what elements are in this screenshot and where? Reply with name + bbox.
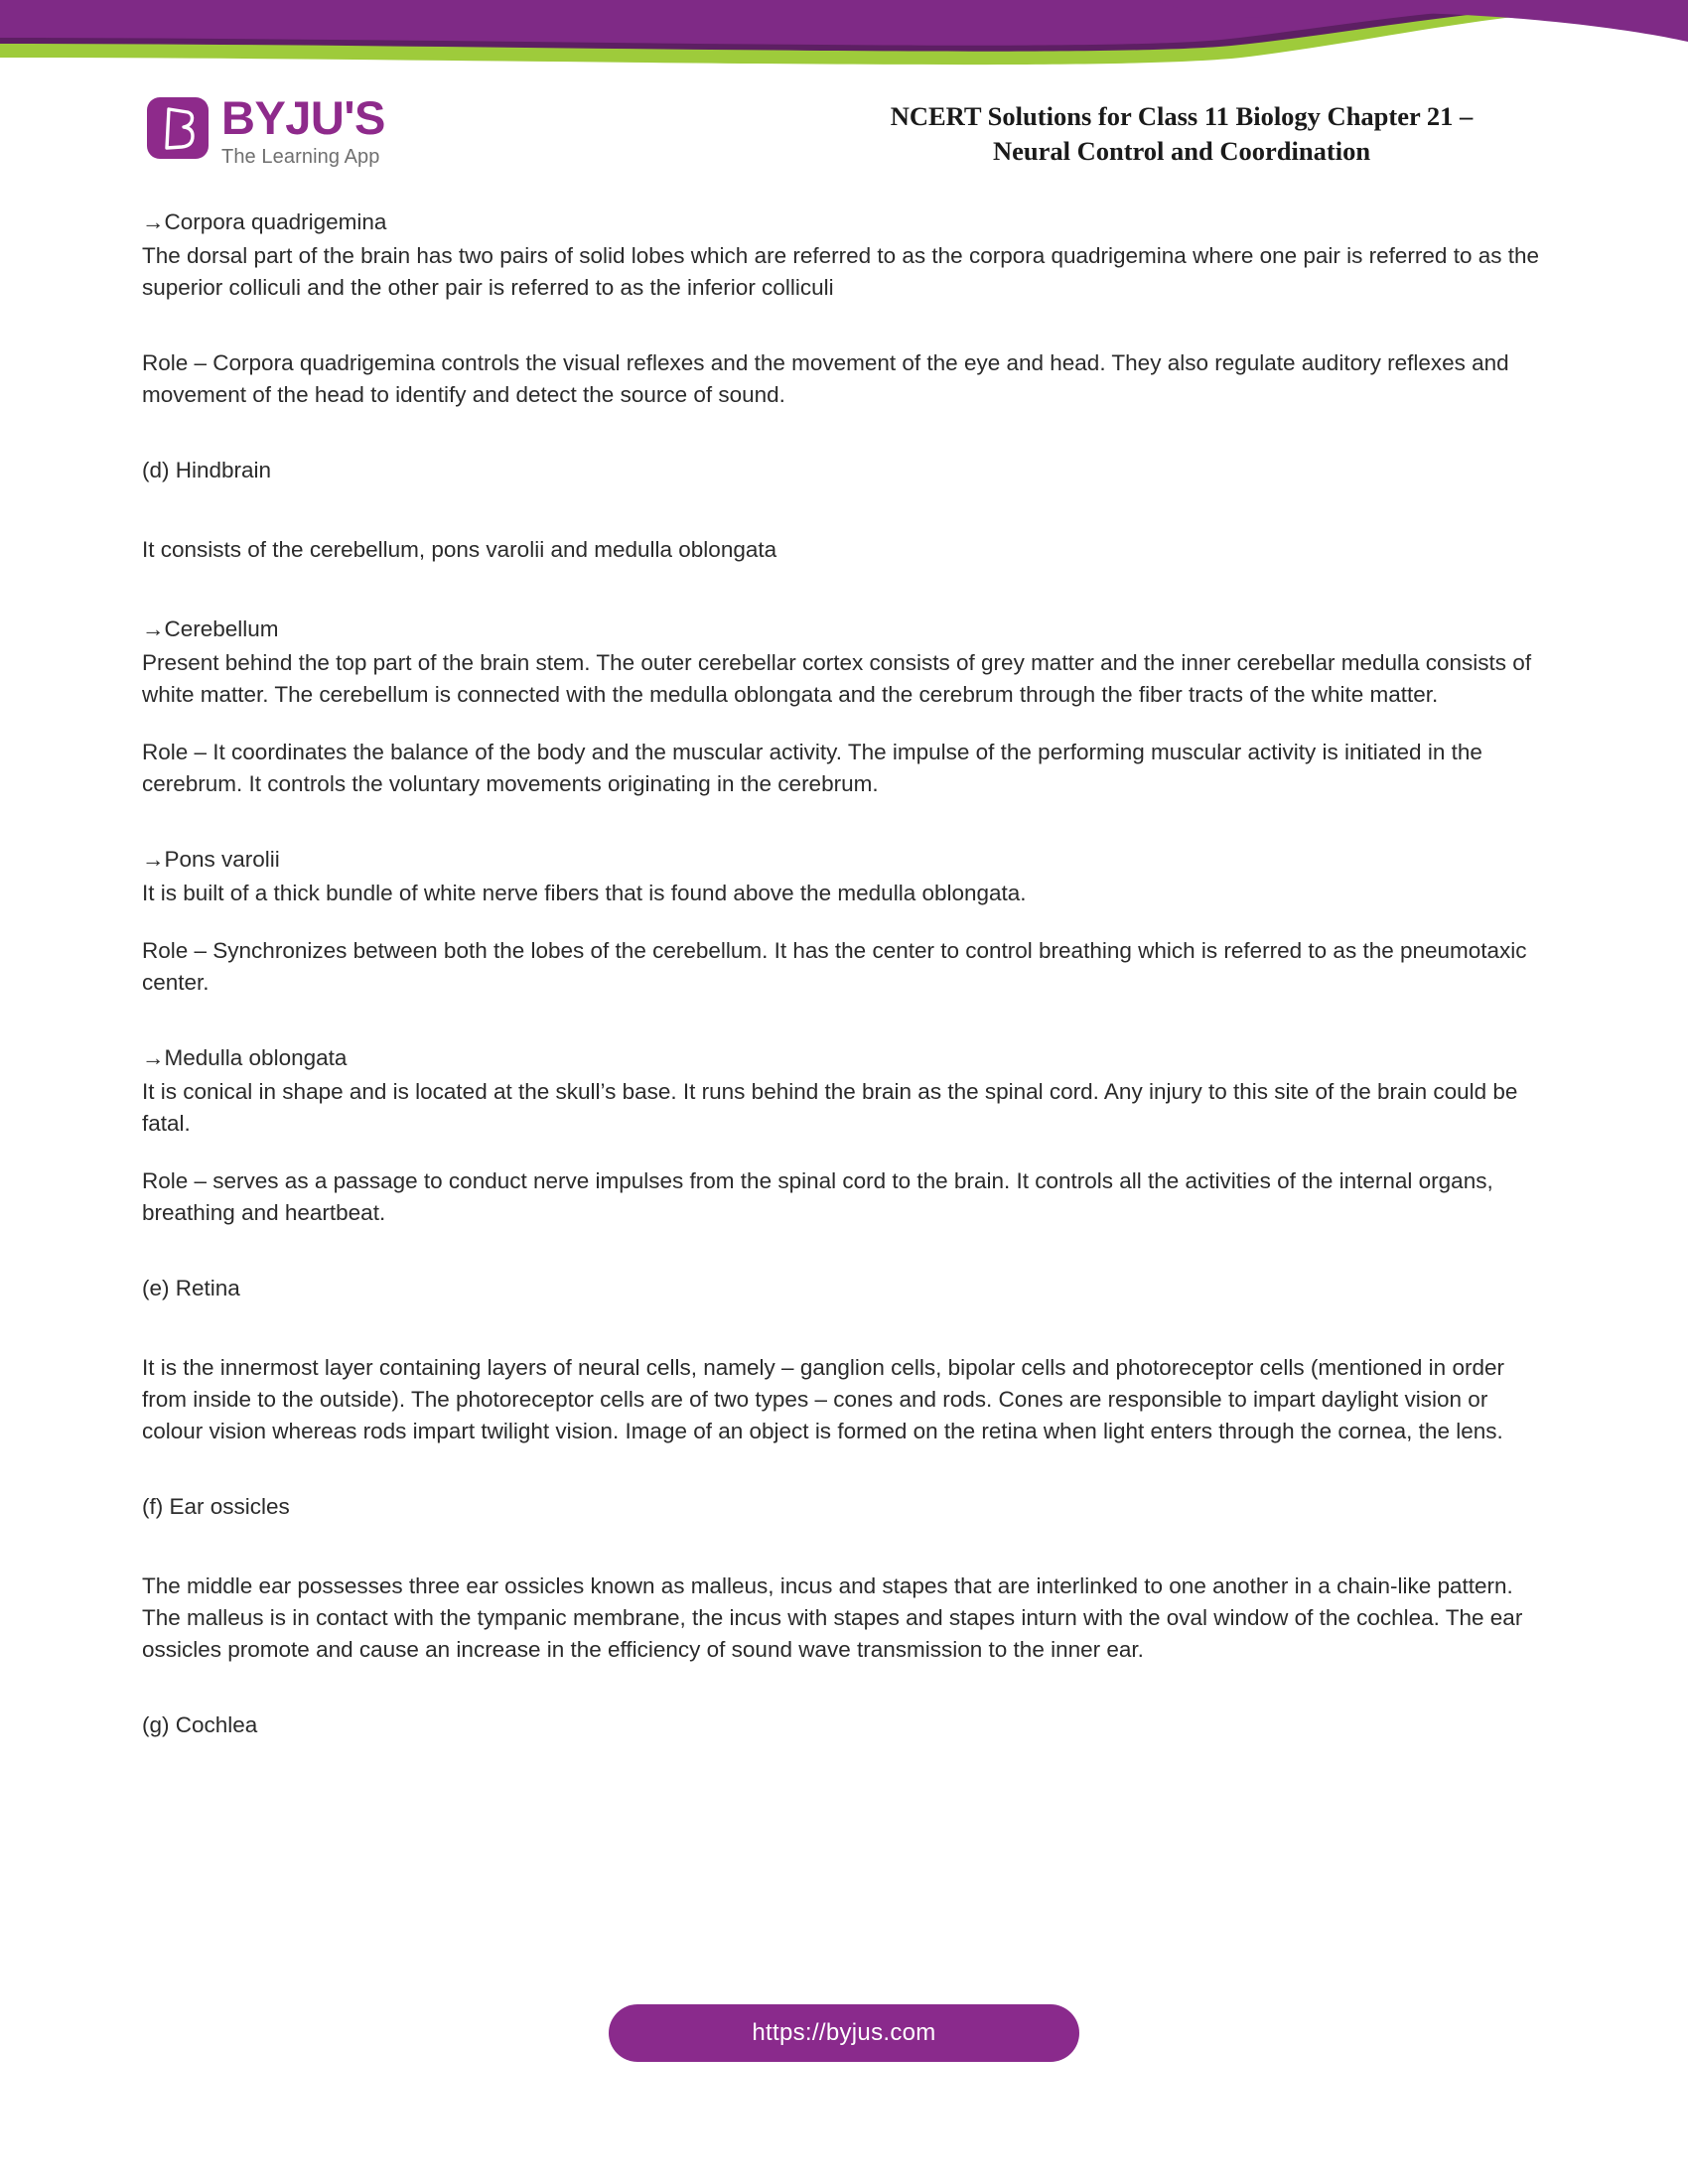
hindbrain-desc: It consists of the cerebellum, pons varolii and medulla oblongata: [142, 537, 777, 562]
byjus-b-logo-icon: [147, 97, 209, 159]
cerebellum-heading: →Cerebellum: [142, 616, 279, 641]
retina-desc: It is the innermost layer containing layers of neural cells, namely – ganglion cells, bipolar cells and photoreceptor cells (mentioned in order from inside to the outside). The photoreceptor cells are of two types – cones and rods. Cones are responsible to impart daylight vision or colour vision whereas rods impart twilight vision. Image of an object is formed on the retina when light enters through the cornea, the lens.: [142, 1355, 1504, 1443]
ear-ossicles-heading: (f) Ear ossicles: [142, 1494, 290, 1519]
pons-varolii-role: Role – Synchronizes between both the lobes of the cerebellum. It has the center to control breathing which is referred to as the pneumotaxic center.: [142, 938, 1527, 995]
brand-tagline: The Learning App: [221, 146, 380, 168]
pons-varolii-desc: It is built of a thick bundle of white nerve fibers that is found above the medulla oblongata.: [142, 881, 1027, 905]
cerebellum-role: Role – It coordinates the balance of the body and the muscular activity. The impulse of the performing muscular activity is initiated in the cerebrum. It controls the voluntary movements originating in the cerebrum.: [142, 740, 1482, 796]
green-band-shape: [0, 0, 1688, 65]
byjus-website-link[interactable]: [609, 2004, 1079, 2062]
pons-varolii-heading: →Pons varolii: [142, 847, 280, 872]
ear-ossicles-desc: The middle ear possesses three ear ossicles known as malleus, incus and stapes that are interlinked to one another in a chain-like pattern. The malleus is in contact with the tympanic membrane, the incus with stapes and stapes inturn with the oval window of the cochlea. The ear ossicles promote and cause an increase in the efficiency of sound wave transmission to the inner ear.: [142, 1573, 1523, 1662]
corpora-quadrigemina-desc: The dorsal part of the brain has two pairs of solid lobes which are referred to as the corpora quadrigemina where one pair is referred to as the superior colliculi and the other pair is referred to as the inferior colliculi: [142, 243, 1540, 300]
byjus-website-link-label: https://byjus.com: [752, 2019, 936, 2046]
page-title: [814, 99, 1549, 169]
document-body: [142, 206, 1547, 1741]
medulla-oblongata-desc: It is conical in shape and is located at the skull’s base. It runs behind the brain as the spinal cord. Any injury to this site of the brain could be fatal.: [142, 1079, 1518, 1136]
purple-crest-shape: [1152, 0, 1688, 42]
corpora-quadrigemina-heading: →Corpora quadrigemina: [142, 209, 387, 234]
corpora-quadrigemina-role: Role – Corpora quadrigemina controls the visual reflexes and the movement of the eye and head. They also regulate auditory reflexes and movement of the head to identify and detect the source of sound.: [142, 350, 1509, 407]
hindbrain-heading: (d) Hindbrain: [142, 458, 272, 482]
cerebellum-desc: Present behind the top part of the brain stem. The outer cerebellar cortex consists of grey matter and the inner cerebellar medulla consists of white matter. The cerebellum is connected with the medulla oblongata and the cerebrum through the fiber tracts of the white matter.: [142, 650, 1532, 707]
brand-logo: [147, 91, 385, 169]
page-title-line-1: NCERT Solutions for Class 11 Biology Chapter 21 –: [890, 101, 1474, 131]
page-title-line-2: Neural Control and Coordination: [992, 136, 1371, 166]
medulla-oblongata-role: Role – serves as a passage to conduct nerve impulses from the spinal cord to the brain. It controls all the activities of the internal organs, breathing and heartbeat.: [142, 1168, 1493, 1225]
purple-band-shape: [0, 0, 1688, 46]
cochlea-heading: (g) Cochlea: [142, 1712, 258, 1737]
medulla-oblongata-heading: →Medulla oblongata: [142, 1045, 348, 1070]
retina-heading: (e) Retina: [142, 1276, 240, 1300]
header-decoration: [0, 0, 1688, 89]
brand-name: BYJU'S: [221, 91, 385, 144]
dark-purple-line-shape: [0, 0, 1688, 52]
